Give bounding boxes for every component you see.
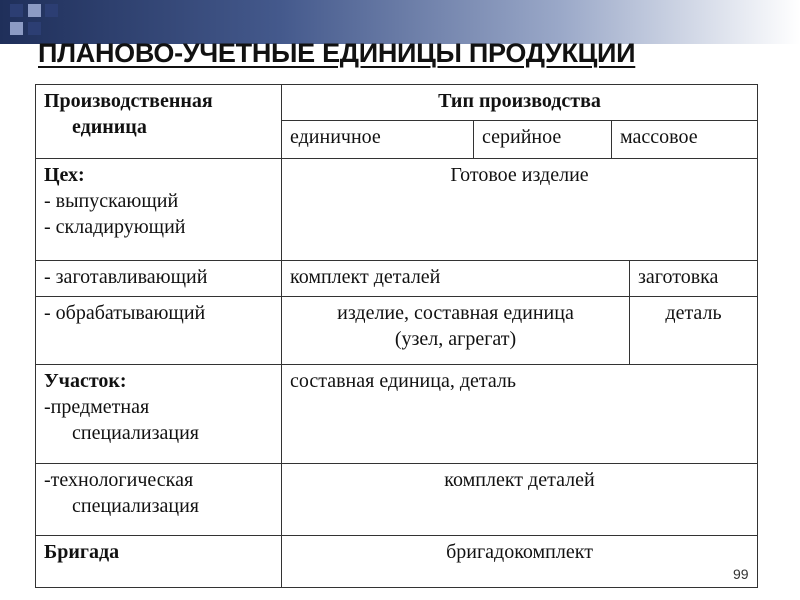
- slide-number: 99: [733, 566, 749, 582]
- value-cell: комплект деталей: [282, 464, 758, 536]
- value-cell: изделие, составная единица (узел, агрегат): [282, 297, 630, 365]
- corner-square-icon: [28, 4, 41, 17]
- header-type-cell: Тип производства: [282, 85, 758, 121]
- unit-cell: Бригада: [36, 536, 282, 588]
- table-row: [36, 536, 758, 588]
- value-cell: деталь: [630, 297, 758, 365]
- type-mass: массовое: [612, 121, 758, 159]
- unit-cell: Участок: -предметная специализация: [36, 365, 282, 464]
- table-row: [36, 365, 758, 464]
- table-row: [36, 261, 758, 297]
- type-single: единичное: [282, 121, 474, 159]
- corner-square-icon: [10, 22, 23, 35]
- table-row: [36, 464, 758, 536]
- corner-square-icon: [28, 22, 41, 35]
- unit-cell: - заготавливающий: [36, 261, 282, 297]
- value-cell: комплект деталей: [282, 261, 630, 297]
- value-cell: составная единица, деталь: [282, 365, 758, 464]
- header-row: [36, 85, 758, 121]
- value-cell: Готовое изделие: [282, 159, 758, 261]
- unit-cell: -технологическая специализация: [36, 464, 282, 536]
- unit-cell: - обрабатывающий: [36, 297, 282, 365]
- value-cell: бригадокомплект: [282, 536, 758, 588]
- table-row: [36, 159, 758, 261]
- header-unit-cell: Производственная единица: [36, 85, 282, 159]
- table-row: [36, 297, 758, 365]
- unit-cell: Цех: - выпускающий - складирующий: [36, 159, 282, 261]
- value-cell: заготовка: [630, 261, 758, 297]
- production-units-table: [35, 84, 758, 588]
- slide-title: ПЛАНОВО-УЧЕТНЫЕ ЕДИНИЦЫ ПРОДУКЦИИ: [38, 38, 636, 68]
- corner-square-icon: [45, 4, 58, 17]
- corner-square-icon: [10, 4, 23, 17]
- type-serial: серийное: [474, 121, 612, 159]
